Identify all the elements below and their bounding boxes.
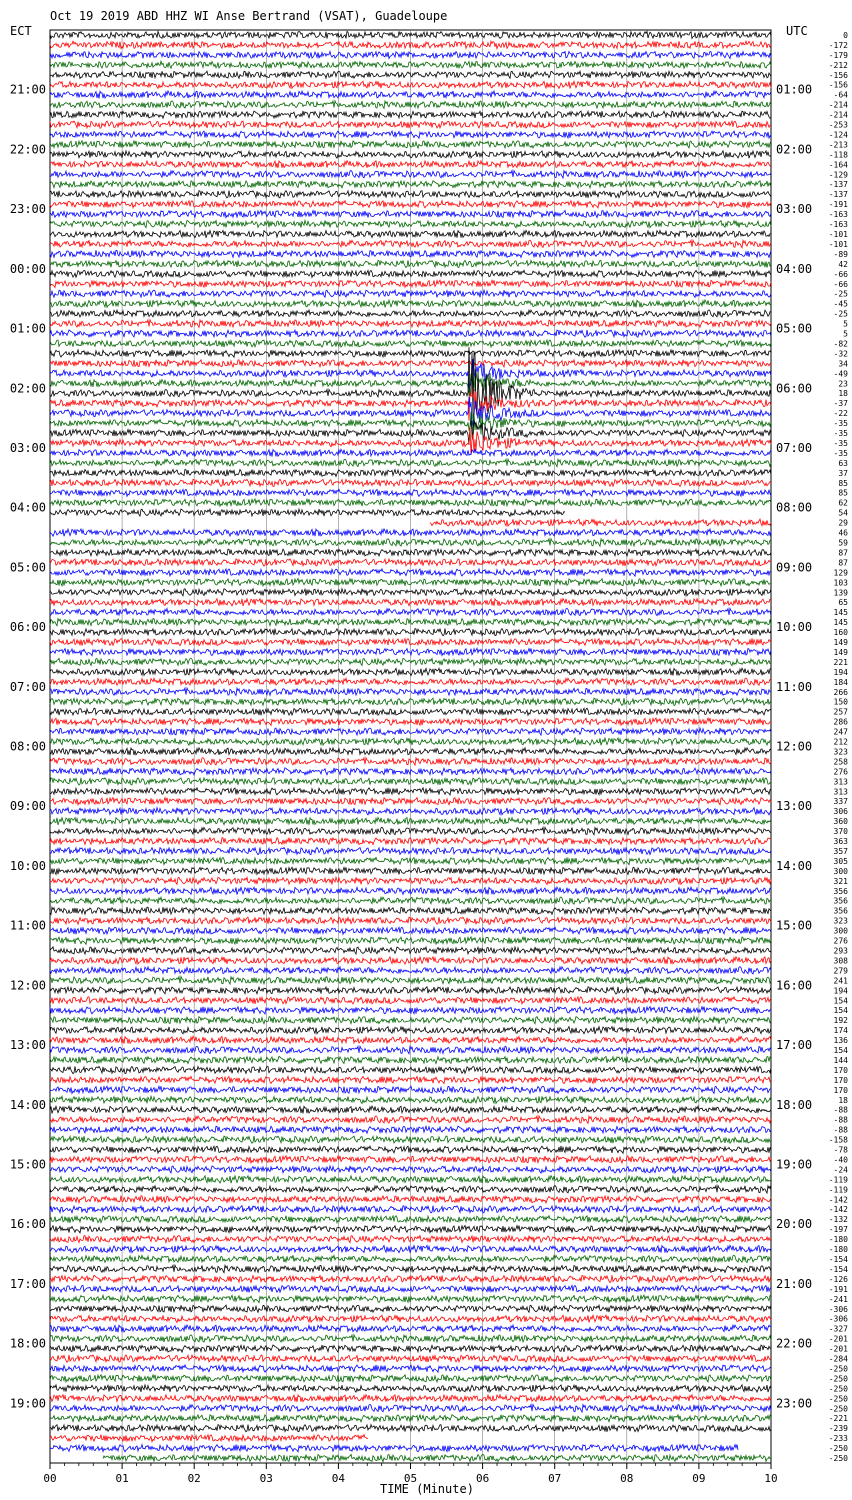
right-hour-label: 21:00: [776, 1276, 813, 1291]
right-hour-label: 14:00: [776, 858, 813, 873]
left-hour-label: 17:00: [9, 1276, 46, 1291]
left-hour-label: 03:00: [9, 440, 46, 455]
trace-value-label: 85: [838, 478, 848, 488]
trace-value-labels: [829, 31, 848, 1463]
trace-value-label: 360: [833, 817, 848, 827]
left-hour-label: 05:00: [9, 560, 46, 575]
trace-value-label: 154: [833, 1046, 848, 1056]
trace-value-label: 286: [833, 717, 848, 727]
trace-value-label: 170: [833, 1065, 848, 1075]
right-hour-label: 08:00: [776, 500, 813, 515]
trace-value-label: 62: [838, 498, 848, 508]
trace-value-label: -35: [833, 448, 848, 458]
right-hour-label: 07:00: [776, 440, 813, 455]
trace-value-label: -142: [828, 1195, 848, 1205]
left-timezone-label: ECT: [10, 24, 32, 38]
trace-value-label: -253: [828, 120, 848, 130]
trace-value-label: 257: [833, 707, 848, 717]
trace-value-label: 103: [833, 578, 848, 588]
x-tick-label: 03: [259, 1472, 273, 1485]
trace-value-label: 150: [833, 697, 848, 707]
trace-value-label: 59: [838, 538, 848, 548]
trace-value-label: 18: [838, 389, 848, 399]
trace-value-label: 42: [838, 259, 848, 269]
trace-value-label: 258: [833, 757, 848, 767]
trace-value-label: 37: [838, 468, 848, 478]
trace-value-label: -64: [833, 90, 848, 100]
x-tick-label: 04: [331, 1472, 346, 1485]
x-tick-label: 02: [187, 1472, 201, 1485]
trace-value-label: -156: [828, 80, 848, 90]
trace-value-label: 313: [833, 777, 848, 787]
trace-value-label: 356: [833, 896, 848, 906]
trace-value-label: -197: [828, 1225, 848, 1235]
right-hour-label: 03:00: [776, 202, 813, 217]
trace-value-label: 63: [838, 458, 848, 468]
trace-value-label: 266: [833, 687, 848, 697]
x-tick-label: 09: [692, 1472, 706, 1485]
trace-value-label: -179: [828, 50, 848, 60]
trace-value-label: 321: [833, 876, 848, 886]
right-hour-label: 20:00: [776, 1217, 813, 1232]
left-hour-label: 10:00: [9, 858, 46, 873]
right-hour-label: 04:00: [776, 261, 813, 276]
trace-value-label: -66: [833, 279, 848, 289]
trace-value-label: 87: [838, 548, 848, 558]
trace-value-label: -142: [828, 1205, 848, 1215]
left-hour-label: 15:00: [9, 1157, 46, 1172]
left-hour-label: 13:00: [9, 1038, 46, 1053]
trace-value-label: -35: [833, 419, 848, 429]
trace-value-label: -89: [833, 249, 848, 259]
trace-value-label: -250: [828, 1384, 848, 1394]
right-hour-label: 01:00: [776, 82, 813, 97]
trace-value-label: 323: [833, 747, 848, 757]
trace-value-label: 194: [833, 667, 848, 677]
trace-value-label: -32: [833, 349, 848, 359]
trace-value-label: -212: [828, 60, 848, 70]
trace-value-label: 5: [843, 319, 848, 329]
trace-row: [50, 509, 565, 516]
trace-value-label: -137: [828, 180, 848, 190]
trace-value-label: -201: [828, 1334, 848, 1344]
trace-value-label: -172: [828, 40, 848, 50]
x-tick-label: 00: [43, 1472, 57, 1485]
trace-value-label: -132: [828, 1215, 848, 1225]
trace-value-label: -158: [828, 1135, 848, 1145]
trace-value-label: -284: [828, 1354, 848, 1364]
trace-value-label: -88: [833, 1125, 848, 1135]
trace-value-label: -124: [828, 130, 848, 140]
x-axis-ticks: [43, 1463, 777, 1485]
left-hour-label: 12:00: [9, 978, 46, 993]
left-hour-label: 18:00: [9, 1336, 46, 1351]
x-axis-label: TIME (Minute): [380, 1482, 474, 1496]
right-hour-label: 02:00: [776, 142, 813, 157]
trace-value-label: -250: [828, 1444, 848, 1454]
trace-value-label: -154: [828, 1264, 848, 1274]
trace-value-label: -119: [828, 1175, 848, 1185]
x-tick-label: 07: [548, 1472, 562, 1485]
right-hour-label: 11:00: [776, 679, 813, 694]
trace-value-label: -180: [828, 1245, 848, 1255]
trace-value-label: 149: [833, 638, 848, 648]
left-hour-label: 00:00: [9, 261, 46, 276]
trace-value-label: -221: [828, 1414, 848, 1424]
left-hour-label: 22:00: [9, 142, 46, 157]
left-hour-label: 07:00: [9, 679, 46, 694]
left-hour-label: 02:00: [9, 381, 46, 396]
trace-value-label: -250: [828, 1394, 848, 1404]
trace-value-label: -126: [828, 1274, 848, 1284]
trace-value-label: 247: [833, 727, 848, 737]
trace-value-label: 85: [838, 488, 848, 498]
trace-value-label: 300: [833, 926, 848, 936]
trace-value-label: -78: [833, 1145, 848, 1155]
trace-value-label: -163: [828, 210, 848, 220]
trace-value-label: 363: [833, 837, 848, 847]
trace-value-label: 221: [833, 657, 848, 667]
trace-value-label: -35: [833, 429, 848, 439]
right-hour-label: 15:00: [776, 918, 813, 933]
trace-value-label: 0: [843, 30, 848, 40]
trace-value-label: 184: [833, 677, 848, 687]
trace-row: [50, 1444, 738, 1451]
right-hour-label: 22:00: [776, 1336, 813, 1351]
right-hour-label: 10:00: [776, 620, 813, 635]
right-hour-label: 18:00: [776, 1097, 813, 1112]
right-hour-label: 17:00: [776, 1038, 813, 1053]
trace-value-label: 276: [833, 767, 848, 777]
trace-value-label: -22: [833, 409, 848, 419]
trace-value-label: -119: [828, 1185, 848, 1195]
trace-value-label: 323: [833, 916, 848, 926]
right-hour-label: 16:00: [776, 978, 813, 993]
right-hour-label: 19:00: [776, 1157, 813, 1172]
trace-value-label: 305: [833, 856, 848, 866]
trace-value-label: 65: [838, 598, 848, 608]
trace-value-label: -156: [828, 70, 848, 80]
left-hour-label: 23:00: [9, 202, 46, 217]
trace-value-label: 145: [833, 608, 848, 618]
trace-value-label: 192: [833, 1016, 848, 1026]
trace-value-label: -213: [828, 140, 848, 150]
trace-value-label: -306: [828, 1314, 848, 1324]
left-hour-label: 16:00: [9, 1217, 46, 1232]
trace-value-label: -49: [833, 369, 848, 379]
trace-value-label: 174: [833, 1026, 848, 1036]
trace-value-label: 160: [833, 628, 848, 638]
trace-value-label: -24: [833, 1165, 848, 1175]
trace-value-label: 139: [833, 588, 848, 598]
trace-value-label: 337: [833, 797, 848, 807]
right-hour-labels: [776, 83, 812, 1411]
trace-value-label: 241: [833, 976, 848, 986]
trace-value-label: 29: [838, 518, 848, 528]
trace-value-label: 54: [838, 508, 848, 518]
trace-row: [430, 519, 771, 526]
trace-value-label: 170: [833, 1085, 848, 1095]
right-timezone-label: UTC: [786, 24, 808, 38]
trace-value-label: -25: [833, 309, 848, 319]
trace-value-label: 279: [833, 966, 848, 976]
trace-value-label: 308: [833, 956, 848, 966]
trace-value-label: 87: [838, 558, 848, 568]
right-hour-label: 06:00: [776, 381, 813, 396]
trace-value-label: 357: [833, 846, 848, 856]
chart-title: Oct 19 2019 ABD HHZ WI Anse Bertrand (VSAT), Guadeloupe: [50, 9, 448, 23]
trace-value-label: 293: [833, 946, 848, 956]
trace-row: [103, 1454, 771, 1461]
trace-value-label: 313: [833, 787, 848, 797]
trace-value-label: -250: [828, 1404, 848, 1414]
trace-value-label: -241: [828, 1294, 848, 1304]
trace-value-label: -137: [828, 190, 848, 200]
trace-row: [50, 1435, 368, 1442]
x-tick-label: 08: [620, 1472, 634, 1485]
trace-value-label: -129: [828, 170, 848, 180]
trace-value-label: -191: [828, 200, 848, 210]
trace-value-label: -306: [828, 1304, 848, 1314]
trace-value-label: -66: [833, 269, 848, 279]
trace-value-label: -164: [828, 160, 848, 170]
trace-value-label: -45: [833, 299, 848, 309]
left-hour-label: 01:00: [9, 321, 46, 336]
left-hour-label: 08:00: [9, 739, 46, 754]
x-tick-label: 01: [115, 1472, 129, 1485]
x-tick-label: 05: [403, 1472, 418, 1485]
trace-value-label: 149: [833, 647, 848, 657]
right-hour-label: 23:00: [776, 1396, 813, 1411]
left-hour-label: 04:00: [9, 500, 46, 515]
left-hour-labels: [10, 83, 46, 1411]
trace-value-label: -101: [828, 230, 848, 240]
trace-value-label: 306: [833, 807, 848, 817]
trace-value-label: 154: [833, 1006, 848, 1016]
trace-value-label: 154: [833, 996, 848, 1006]
trace-value-label: -239: [828, 1424, 848, 1434]
trace-value-label: -88: [833, 1105, 848, 1115]
trace-value-label: 370: [833, 827, 848, 837]
trace-value-label: 356: [833, 906, 848, 916]
left-hour-label: 19:00: [9, 1396, 46, 1411]
trace-value-label: 144: [833, 1055, 848, 1065]
trace-value-label: -327: [828, 1324, 848, 1334]
left-hour-label: 09:00: [9, 799, 46, 814]
trace-value-label: -118: [828, 150, 848, 160]
trace-value-label: 23: [838, 379, 848, 389]
right-hour-label: 12:00: [776, 739, 813, 754]
right-hour-label: 09:00: [776, 560, 813, 575]
trace-value-label: -88: [833, 1115, 848, 1125]
trace-value-label: 136: [833, 1036, 848, 1046]
trace-value-label: -250: [828, 1454, 848, 1464]
trace-value-label: 34: [838, 359, 848, 369]
left-hour-label: 06:00: [9, 620, 46, 635]
trace-value-label: -191: [828, 1284, 848, 1294]
trace-value-label: -82: [833, 339, 848, 349]
trace-value-label: -35: [833, 438, 848, 448]
trace-value-label: -25: [833, 289, 848, 299]
trace-value-label: -250: [828, 1374, 848, 1384]
trace-value-label: -250: [828, 1364, 848, 1374]
trace-value-label: -40: [833, 1155, 848, 1165]
right-hour-label: 13:00: [776, 799, 813, 814]
x-tick-label: 10: [764, 1472, 778, 1485]
trace-value-label: -154: [828, 1254, 848, 1264]
right-hour-label: 05:00: [776, 321, 813, 336]
trace-value-label: -214: [828, 100, 848, 110]
trace-value-label: 46: [838, 528, 848, 538]
trace-value-label: 170: [833, 1075, 848, 1085]
trace-value-label: -37: [833, 399, 848, 409]
trace-value-label: 194: [833, 986, 848, 996]
trace-value-label: -201: [828, 1344, 848, 1354]
trace-value-label: 5: [843, 329, 848, 339]
x-tick-label: 06: [475, 1472, 490, 1485]
trace-value-label: -233: [828, 1434, 848, 1444]
trace-value-label: 129: [833, 568, 848, 578]
trace-value-label: -180: [828, 1235, 848, 1245]
trace-value-label: -214: [828, 110, 848, 120]
trace-value-label: -101: [828, 239, 848, 249]
trace-value-label: 276: [833, 936, 848, 946]
trace-value-label: -163: [828, 220, 848, 230]
left-hour-label: 14:00: [9, 1097, 46, 1112]
trace-value-label: 145: [833, 618, 848, 628]
trace-value-label: 212: [833, 737, 848, 747]
trace-value-label: 356: [833, 886, 848, 896]
trace-value-label: 300: [833, 866, 848, 876]
left-hour-label: 11:00: [9, 918, 46, 933]
left-hour-label: 21:00: [9, 82, 46, 97]
trace-value-label: 18: [838, 1095, 848, 1105]
